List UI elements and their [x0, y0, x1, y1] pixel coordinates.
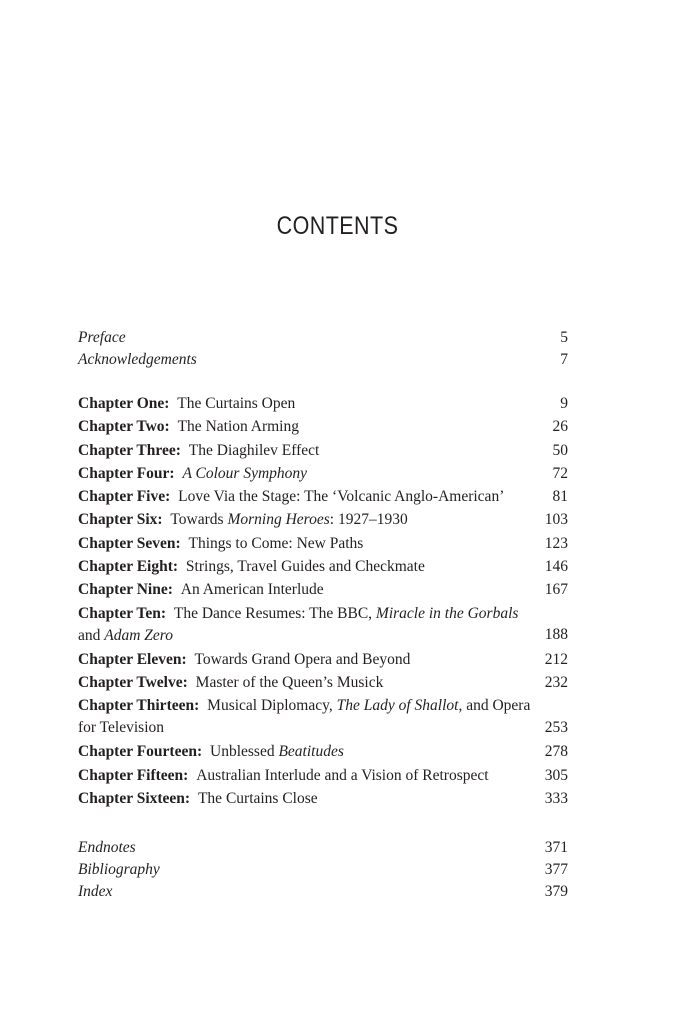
page-number: 253 — [544, 718, 568, 736]
page-number: 212 — [544, 650, 568, 668]
page-title: CONTENTS — [276, 212, 399, 240]
page-number: 81 — [552, 488, 568, 506]
page-number: 371 — [544, 839, 568, 856]
page-number: 123 — [544, 534, 568, 552]
entry-label: Endnotes — [78, 839, 136, 856]
chapter-title-part: Musical Diplomacy, — [207, 697, 337, 715]
chapter-title: A Colour Symphony — [182, 464, 308, 482]
chapter-title-italic: Morning Heroes — [227, 511, 330, 529]
toc-entry-chapter-fifteen[interactable] — [78, 764, 568, 787]
chapter-title-part: and — [78, 626, 105, 644]
toc-entry-chapter-eleven[interactable] — [78, 648, 568, 671]
chapter-number: Chapter Thirteen: — [78, 697, 204, 715]
entry-label: Preface — [78, 329, 126, 346]
toc-entry-chapter-twelve[interactable] — [78, 671, 568, 694]
entry-label: Bibliography — [78, 861, 160, 878]
chapter-title: Strings, Travel Guides and Checkmate — [185, 558, 425, 576]
page-number: 167 — [544, 581, 568, 599]
toc-entry-chapter-seven[interactable] — [78, 532, 568, 555]
chapter-number: Chapter One: — [78, 395, 174, 412]
chapter-title-italic: The Lady of Shallot — [336, 697, 459, 715]
chapter-title-part: Unblessed — [210, 743, 279, 761]
chapter-number: Chapter Eleven: — [78, 650, 191, 668]
chapter-title: Love Via the Stage: The ‘Volcanic Anglo-American’ — [178, 488, 505, 506]
chapter-title-italic: Adam Zero — [104, 626, 174, 644]
chapter-number: Chapter Six: — [78, 511, 167, 529]
toc-entry-chapter-three[interactable] — [78, 439, 568, 462]
chapter-title: The Nation Arming — [177, 418, 299, 436]
chapter-title: An American Interlude — [180, 581, 324, 599]
page-number: 305 — [544, 766, 568, 784]
toc-entry-chapter-one[interactable] — [78, 392, 568, 415]
chapter-number: Chapter Sixteen: — [78, 789, 194, 807]
page-number: 146 — [544, 558, 568, 576]
toc-entry-chapter-ten[interactable] — [78, 603, 568, 647]
chapter-title: Things to Come: New Paths — [188, 534, 364, 552]
chapter-number: Chapter Three: — [78, 441, 185, 459]
chapter-number: Chapter Seven: — [78, 534, 185, 552]
page-number: 188 — [544, 626, 568, 644]
chapter-number: Chapter Five: — [78, 488, 175, 506]
toc-entry-chapter-thirteen[interactable] — [78, 695, 568, 739]
chapter-title-part: The Dance Resumes: The BBC, — [173, 604, 376, 622]
chapter-number: Chapter Two: — [78, 418, 174, 436]
chapter-title: Australian Interlude and a Vision of Retrospect — [196, 766, 489, 784]
toc-entry-bibliography[interactable] — [78, 859, 568, 881]
page-number: 50 — [552, 441, 568, 459]
back-matter-list — [78, 837, 568, 903]
page-number: 379 — [544, 883, 568, 900]
toc-entry-chapter-five[interactable] — [78, 485, 568, 508]
entry-label: Index — [78, 883, 113, 900]
toc-entry-chapter-fourteen[interactable] — [78, 740, 568, 763]
chapter-title: The Curtains Close — [197, 789, 318, 807]
toc-entry-preface[interactable] — [78, 327, 568, 349]
chapter-title: Master of the Queen’s Musick — [195, 673, 384, 691]
chapter-number: Chapter Fifteen: — [78, 766, 193, 784]
chapter-number: Chapter Nine: — [78, 581, 177, 599]
page-number: 278 — [544, 743, 568, 761]
page-number: 377 — [544, 861, 568, 878]
page-number: 333 — [544, 789, 568, 807]
toc-entry-index[interactable] — [78, 881, 568, 903]
page-number: 26 — [552, 418, 568, 436]
chapter-title-part: , and Opera for Television — [78, 697, 531, 737]
chapter-title-part: : 1927–1930 — [329, 511, 408, 529]
page-number: 232 — [544, 673, 568, 691]
chapter-number: Chapter Ten: — [78, 604, 170, 622]
toc-entry-acknowledgements[interactable] — [78, 349, 568, 371]
toc-entry-chapter-sixteen[interactable] — [78, 787, 568, 810]
toc-entry-chapter-four[interactable] — [78, 462, 568, 485]
page-number: 103 — [544, 511, 568, 529]
chapter-title-part: Towards — [170, 511, 228, 529]
toc-entry-chapter-six[interactable] — [78, 508, 568, 531]
chapter-title: The Diaghilev Effect — [188, 441, 320, 459]
page-number: 72 — [552, 464, 568, 482]
page-number: 5 — [560, 329, 568, 346]
toc-entry-chapter-two[interactable] — [78, 415, 568, 438]
chapter-number: Chapter Fourteen: — [78, 743, 206, 761]
chapter-title: Towards Grand Opera and Beyond — [194, 650, 411, 668]
chapter-list — [78, 392, 568, 810]
chapter-title: The Curtains Open — [177, 395, 296, 412]
toc-entry-chapter-eight[interactable] — [78, 555, 568, 578]
front-matter-list — [78, 327, 568, 371]
entry-label: Acknowledgements — [78, 351, 197, 368]
page-number: 7 — [560, 351, 568, 368]
chapter-title-italic: Beatitudes — [278, 743, 344, 761]
chapter-title-italic: Miracle in the Gorbals — [375, 604, 519, 622]
page-number: 9 — [560, 395, 568, 412]
toc-entry-chapter-nine[interactable] — [78, 578, 568, 601]
chapter-number: Chapter Eight: — [78, 558, 182, 576]
toc-entry-endnotes[interactable] — [78, 837, 568, 859]
chapter-number: Chapter Twelve: — [78, 673, 192, 691]
chapter-number: Chapter Four: — [78, 464, 179, 482]
